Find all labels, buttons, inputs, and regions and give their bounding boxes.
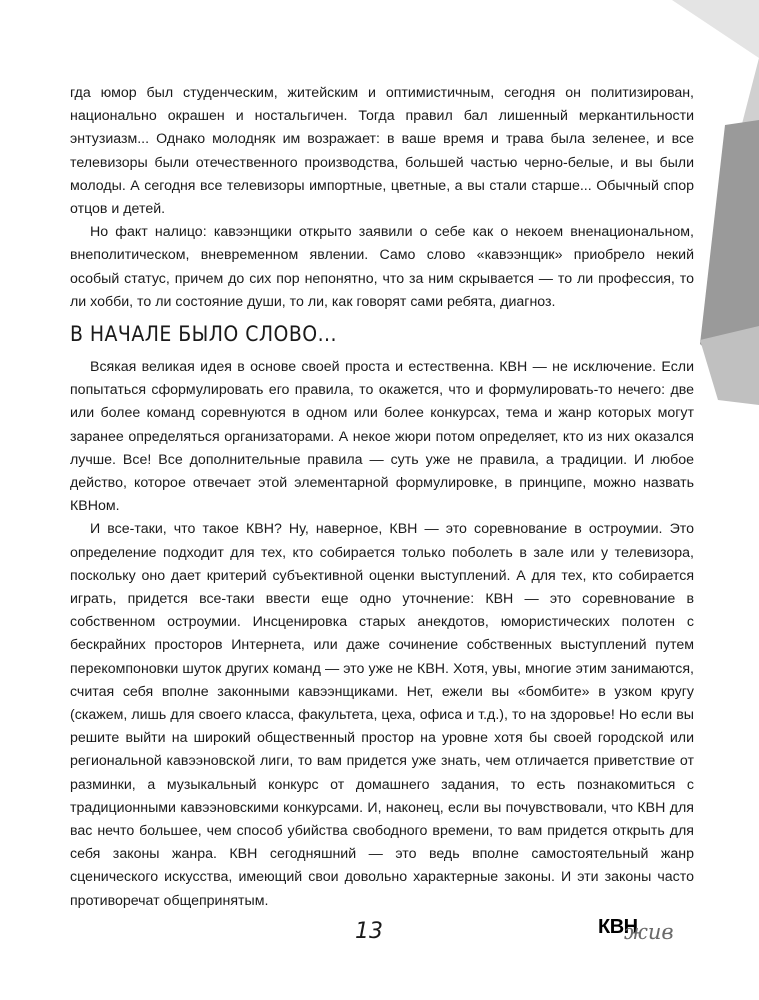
body-text-top — [70, 82, 694, 314]
paragraph: И все-таки, что такое КВН? Ну, наверное, КВН — это соревнование в остроумии. Это определение подходит для тех, кто собирается только поболеть в зале или у телевизора, поскольку оно дает критерий субъективной оценки выступлений. А для тех, кто собирается играть, придется все-таки ввести еще одно уточнение: КВН — это соревнование в собственном остроумии. Инсценировка старых анекдотов, юмористических полотен с бескрайних просторов Интернета, или даже сочинение собственных выступлений путем перекомпоновки шуток других команд — это уже не КВН. Хотя, увы, многие этим занимаются, считая себя вполне законными кавээнщиками. Нет, ежели вы «бомбите» в узком кругу (скажем, лишь для своего класса, факультета, цеха, офиса и т.д.), то на здоровье! Но если вы решите выйти на широкий общественный простор на уровне хотя бы своей городской или региональной кавээновской лиги, то вам придется уже знать, чем отличается приветствие от разминки, а музыкальный конкурс от домашнего задания, то есть познакомиться с традиционными кавээновскими конкурсами. И, наконец, если вы почувствовали, что КВН для вас нечто большее, чем способ убийства свободного времени, то вам придется открыть для себя законы жанра. КВН сегодняшний — это ведь вполне самостоятельный жанр сценического искусства, имеющий свои довольно характерные законы. И эти законы часто противоречат общепринятым. — [70, 521, 694, 909]
paragraph: Всякая великая идея в основе своей проста и естественна. КВН — не исключение. Если попытаться сформулировать его правила, то окажется, что и формулировать-то нечего: две или более команд соревнуются в одном или более конкурсах, тема и жанр которых могут заранее определяться организаторами. А некое жюри потом определяет, кто из них оказался лучше. Все! Все дополнительные правила — суть уже не правила, а традиции. И любое действо, которое отвечает этой элементарной формулировке, в принципе, можно назвать КВНом. — [70, 359, 694, 515]
section-heading: В НАЧАЛЕ БЫЛО СЛОВО... — [70, 322, 337, 346]
deco-shape-top-light — [672, 0, 759, 58]
page-number: 13 — [355, 919, 383, 944]
logo-main-text: КВН — [598, 916, 638, 938]
logo-script-text: жив — [624, 920, 674, 944]
body-text-main — [70, 356, 694, 913]
paragraph: гда юмор был студенческим, житейским и оптимистичным, сегодня он политизирован, национально окрашен и ностальгичен. Тогда правил бал лишенный меркантильности энтузиазм... Однако молодняк им возражает: в ваше время и трава была зеленее, и все телевизоры были отечественного производства, большей частью черно-белые, и вы были молоды. А сегодня все телевизоры импортные, цветные, а вы стали старше... Обычный спор отцов и детей. — [70, 85, 694, 218]
kvn-logo — [598, 914, 688, 954]
paragraph: Но факт налицо: кавээнщики открыто заявили о себе как о некоем вненациональном, внеполитическом, вневременном явлении. Само слово «кавээнщик» приобрело некий особый статус, причем до сих пор непонятно, что за ним скрывается — то ли профессия, то ли хобби, то ли состояние души, то ли, как говорят сами ребята, диагноз. — [70, 224, 694, 310]
